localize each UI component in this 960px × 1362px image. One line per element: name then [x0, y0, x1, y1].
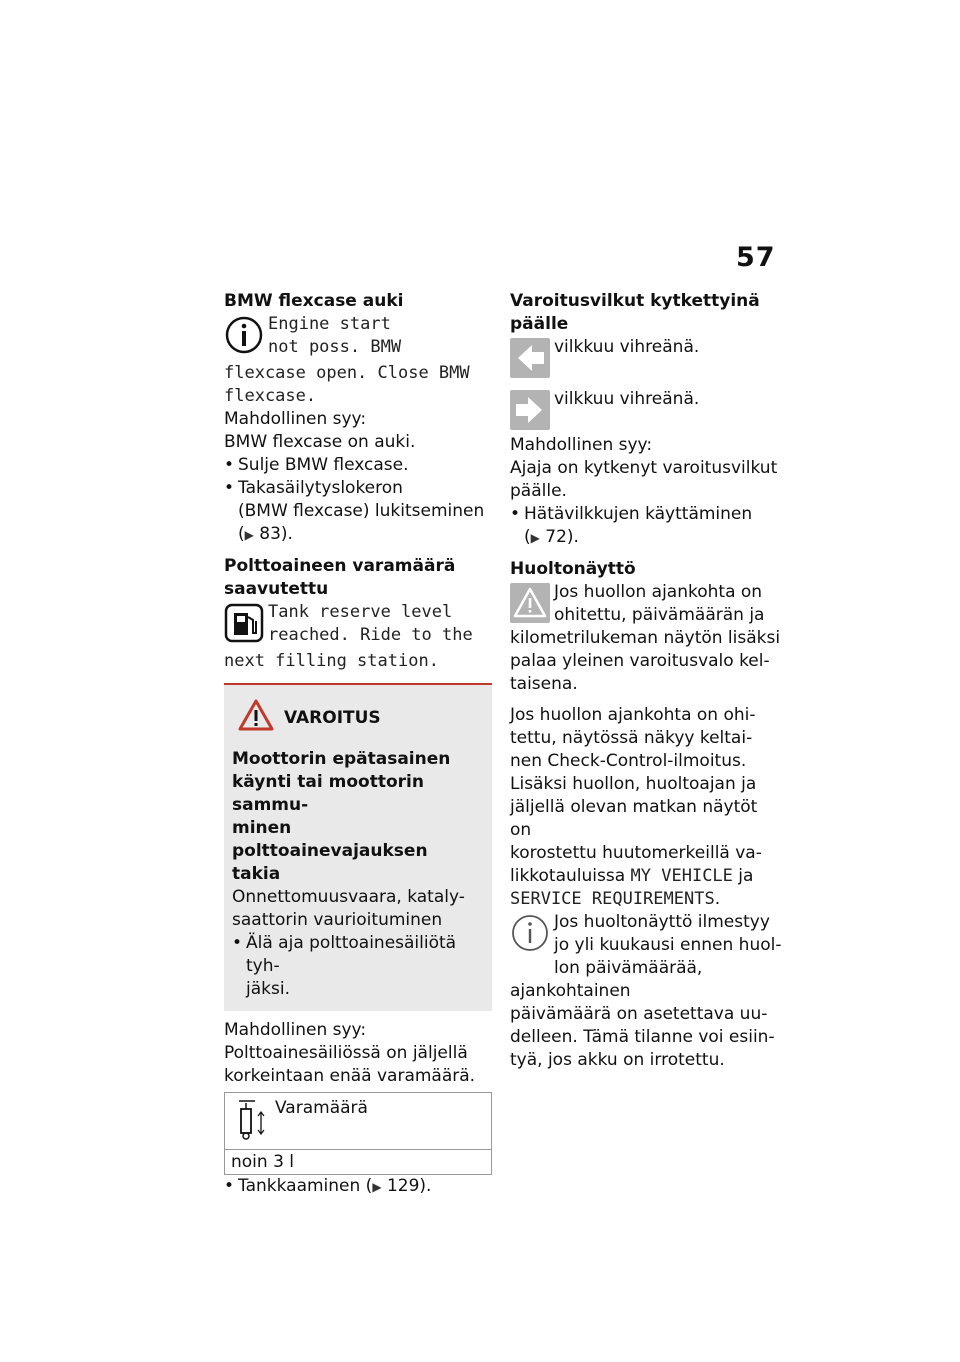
reference-arrow-icon: ▶ — [244, 528, 254, 542]
menu-name: MY VEHICLE — [630, 866, 733, 886]
list-item: • Sulje BMW flexcase. — [224, 454, 492, 477]
hazard-cause-label: Mahdollinen syy: — [510, 435, 653, 455]
warning-triangle-icon — [238, 699, 274, 738]
flexcase-cause-label: Mahdollinen syy: — [224, 409, 367, 429]
page-reference-link[interactable]: 83). — [259, 524, 293, 544]
left-column — [224, 290, 492, 1199]
left-arrow-icon — [510, 338, 550, 378]
warning-title: Moottorin epätasainen käynti tai moottorin sammu- minen polttoainevajauksen takia — [232, 749, 451, 884]
service-heading: Huoltonäyttö — [510, 559, 636, 579]
table-row: noin 3 l — [231, 1152, 295, 1172]
service-paragraph-3: Jos huoltonäyttö ilmestyy jo yli kuukausi ennen huol- lon päivämäärää, ajankohtainen päivämäärä on asetettava uu- delleen. Tämä tilanne voi esiin- tyä, jos akku on irrotettu. — [510, 912, 782, 1070]
page-number: 57 — [736, 242, 776, 273]
fuel-level-icon — [235, 1099, 265, 1148]
fuel-message: Tank reserve level reached. Ride to the next filling station. — [224, 602, 473, 671]
hazard-bullets — [510, 503, 782, 550]
refuel-bullets — [224, 1175, 492, 1199]
reserve-table — [224, 1092, 492, 1175]
flexcase-message: Engine start not poss. BMW flexcase open. Close BMW flexcase. — [224, 314, 470, 406]
table-header-row — [225, 1093, 491, 1150]
warning-triangle-icon — [510, 583, 550, 623]
info-icon — [510, 913, 550, 960]
service-paragraph-2: Jos huollon ajankohta on ohi- tettu, näytössä näkyy keltai- nen Check-Control-ilmoitus. Lisäksi huollon, huoltoajan ja jäljellä olevan matkan näytöt on korostettu huutomerkeillä va- likkotauluissa MY VEHICLE ja SERVICE REQUIREMENTS. — [510, 705, 762, 909]
reference-arrow-icon: ▶ — [372, 1180, 382, 1194]
warning-label: VAROITUS — [284, 708, 381, 728]
warning-text: Onnettomuusvaara, kataly- saattorin vaurioituminen — [232, 887, 465, 930]
hazard-cause: Ajaja on kytkenyt varoitusvilkut päälle. — [510, 458, 778, 501]
warning-box — [224, 683, 492, 1011]
flexcase-heading: BMW flexcase auki — [224, 291, 404, 311]
page-reference-link[interactable]: 72). — [545, 527, 579, 547]
fuel-heading: Polttoaineen varamäärä saavutettu — [224, 556, 456, 599]
hazard-heading: Varoitusvilkut kytkettyinä päälle — [510, 291, 760, 334]
table-header: Varamäärä — [275, 1098, 368, 1118]
left-indicator-row: vilkkuu vihreänä. — [510, 336, 782, 382]
right-indicator-row: vilkkuu vihreänä. — [510, 388, 782, 434]
list-item: • Takasäilytyslokeron (BMW flexcase) lukitseminen (▶ 83). — [224, 477, 492, 547]
fuel-pump-icon — [224, 603, 264, 650]
reference-arrow-icon: ▶ — [530, 531, 540, 545]
service-paragraph-1: Jos huollon ajankohta on ohitettu, päivämäärän ja kilometrilukeman näytön lisäksi palaa yleinen varoitusvalo kel- taisena. — [510, 582, 781, 694]
warning-header — [238, 699, 484, 738]
fuel-cause: Polttoainesäiliössä on jäljellä korkeintaan enää varamäärä. — [224, 1043, 476, 1086]
right-column — [510, 290, 782, 1072]
list-item: • Hätävilkkujen käyttäminen (▶ 72). — [510, 503, 782, 550]
flexcase-bullets — [224, 454, 492, 547]
menu-name: SERVICE REQUIREMENTS — [510, 889, 715, 909]
warning-bullets — [232, 932, 484, 1001]
list-item: • Tankkaaminen (▶ 129). — [224, 1175, 492, 1199]
list-item: • Älä aja polttoainesäiliötä tyh- jäksi. — [232, 932, 484, 1001]
fuel-cause-label: Mahdollinen syy: — [224, 1020, 367, 1040]
page-reference-link[interactable]: 129). — [386, 1176, 432, 1196]
info-icon — [224, 315, 264, 362]
right-arrow-icon — [510, 390, 550, 430]
flexcase-cause: BMW flexcase on auki. — [224, 432, 416, 452]
